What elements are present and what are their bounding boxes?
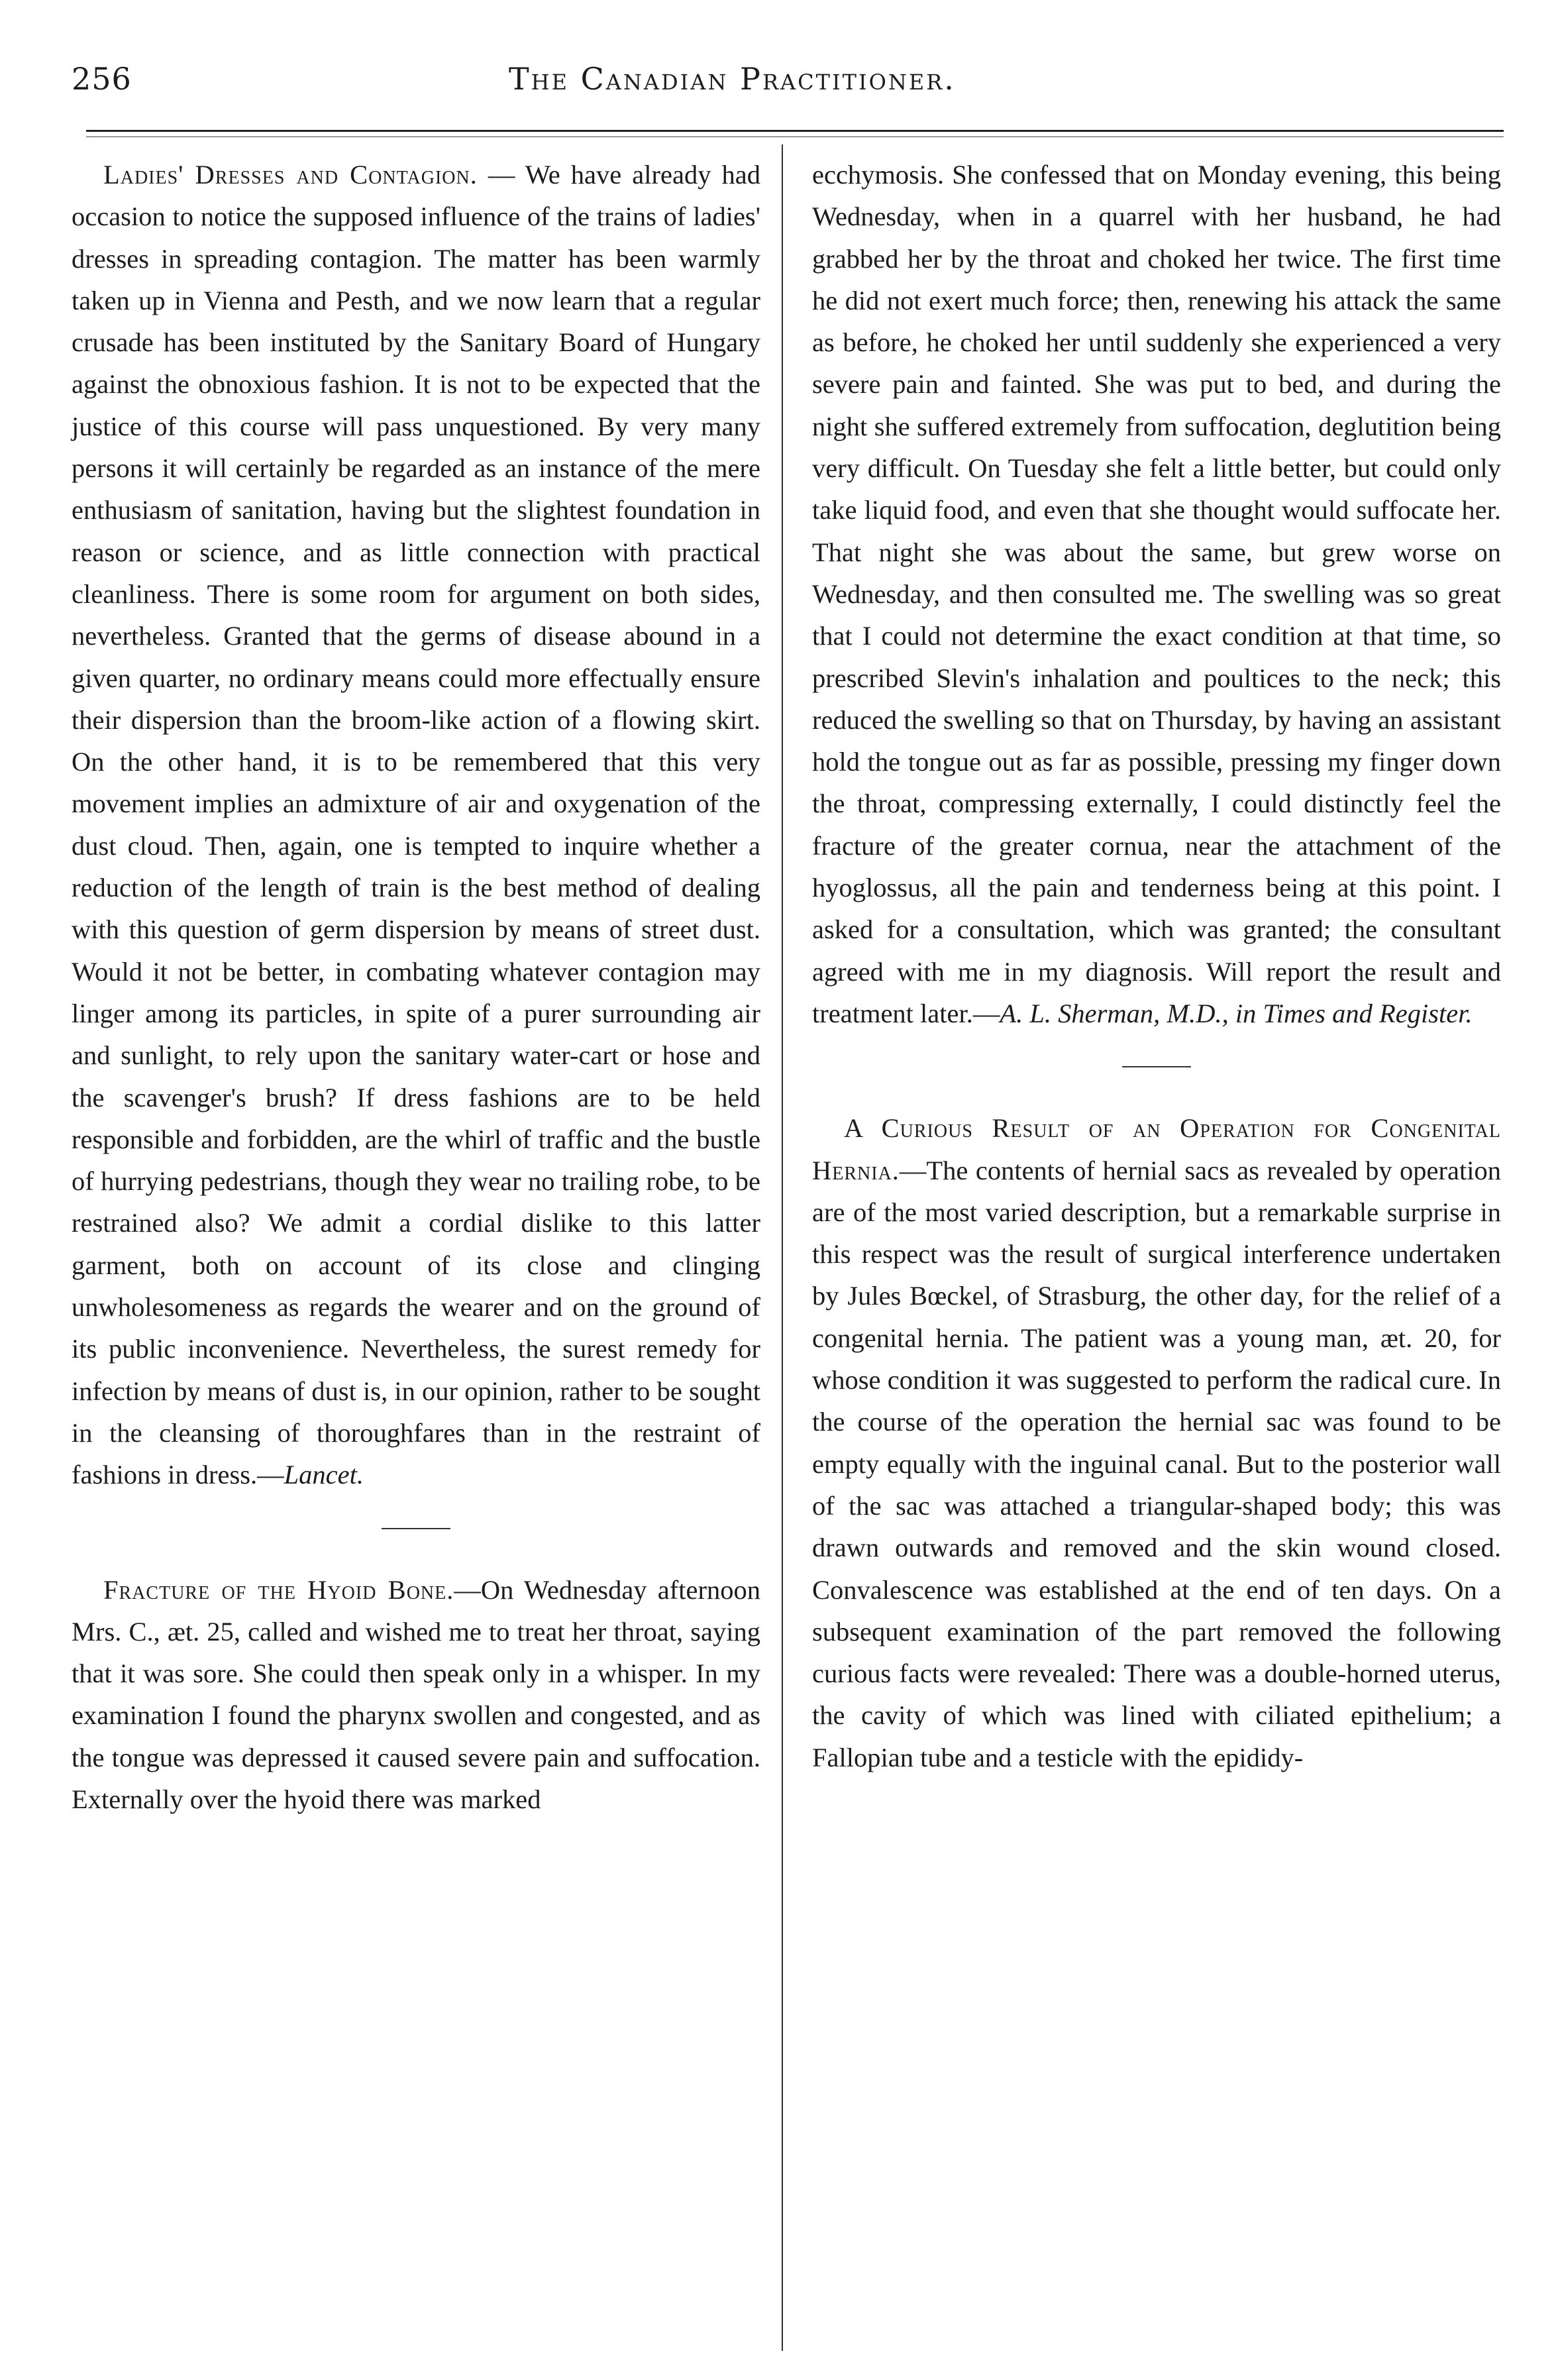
article-hyoid-fracture-continued	[812, 154, 1501, 1034]
running-title: The Canadian Practitioner.	[509, 61, 956, 97]
article-ladies-dresses	[72, 154, 760, 1496]
article-body: —On Wednesday afternoon Mrs. C., æt. 25, called and wished me to treat her throat, saying that it was sore. She could then speak only in a whisper. In my examination I found the pharynx swollen and congested, and as the tongue was depressed it caused severe pain and suffocation. Externally over the hyoid there was marked	[72, 1574, 760, 1814]
article-heading: A Curious Result of an Operation for Congenital Hernia.	[812, 1113, 1501, 1185]
article-separator	[72, 1496, 760, 1569]
article-hyoid-fracture	[72, 1569, 760, 1821]
page-number: 256	[72, 61, 132, 97]
article-body: — We have already had occasion to notice the supposed influence of the trains of ladies' dresses in spreading contagion. The matter has been warmly taken up in Vienna and Pesth, and we now learn that a regular crusade has been instituted by the Sanitary Board of Hungary against the obnoxious fashion. It is not to be expected that the justice of this course will pass unquestioned. By very many persons it will certainly be regarded as an instance of the mere enthusiasm of sanitation, having but the slightest foundation in reason or science, and as little connection with practical cleanliness. There is some room for argument on both sides, nevertheless. Granted that the germs of disease abound in a given quarter, no ordinary means could more effectually ensure their dispersion than the broom-like action of a flowing skirt. On the other hand, it is to be remembered that this very movement implies an admixture of air and oxygenation of the dust cloud. Then, again, one is tempted to inquire whether a reduction of the length of train is the best method of dealing with this question of germ dispersion by means of street dust. Would it not be better, in combating whatever contagion may linger among its particles, in spite of a purer surrounding air and sunlight, to rely upon the sanitary water-cart or hose and the scavenger's brush? If dress fashions are to be held responsible and forbidden, are the whirl of traffic and the bustle of hurrying pedestrians, though they wear no trailing robe, to be restrained also? We admit a cordial dislike to this latter garment, both on account of its close and clinging unwholesomeness as regards the wearer and on the ground of its public inconvenience. Nevertheless, the surest remedy for infection by means of dust is, in our opinion, rather to be sought in the cleansing of thoroughfares than in the restraint of fashions in dress.—	[72, 160, 760, 1490]
article-congenital-hernia	[812, 1107, 1501, 1778]
article-heading: Fracture of the Hyoid Bone.	[103, 1574, 454, 1605]
article-source: A. L. Sherman, M.D., in Times and Register.	[1000, 998, 1473, 1028]
page-header	[72, 61, 1516, 114]
article-separator	[812, 1034, 1501, 1107]
header-rule-thin	[86, 136, 1504, 137]
column-divider	[782, 144, 783, 2351]
right-column	[812, 154, 1501, 1778]
article-body: ecchymosis. She confessed that on Monday evening, this being Wednesday, when in a quarrel with her husband, he had grabbed her by the throat and choked her twice. The first time he did not exert much force; then, renewing his attack the same as before, he choked her until suddenly she experienced a very severe pain and fainted. She was put to bed, and during the night she suffered extremely from suffocation, deglutition being very difficult. On Tuesday she felt a little better, but could only take liquid food, and even that she thought would suffocate her. That night she was about the same, but grew worse on Wednesday, and then consulted me. The swelling was so great that I could not determine the exact condition at that time, so prescribed Slevin's inhalation and poultices to the neck; this reduced the swelling so that on Thursday, by having an assistant hold the tongue out as far as possible, pressing my finger down the throat, compressing externally, I could distinctly feel the fracture of the greater cornua, near the attachment of the hyoglossus, all the pain and tenderness being at this point. I asked for a consultation, which was granted; the consultant agreed with me in my diagnosis. Will report the result and treatment later.—	[812, 160, 1501, 1028]
article-source: Lancet.	[284, 1460, 364, 1490]
header-rule	[86, 130, 1504, 132]
left-column	[72, 154, 760, 1820]
article-body: —The contents of hernial sacs as revealed by operation are of the most varied description, but a remarkable surprise in this respect was the result of surgical interference undertaken by Jules Bœckel, of Strasburg, the other day, for the relief of a congenital hernia. The patient was a young man, æt. 20, for whose condition it was suggested to perform the radical cure. In the course of the operation the hernial sac was found to be empty equally with the inguinal canal. But to the posterior wall of the sac was attached a triangular-shaped body; this was drawn outwards and removed and the skin wound closed. Convalescence was established at the end of ten days. On a subsequent examination of the part removed the following curious facts were revealed: There was a double-horned uterus, the cavity of which was lined with ciliated epithelium; a Fallopian tube and a testicle with the epididy-	[812, 1155, 1501, 1772]
article-heading: Ladies' Dresses and Contagion.	[103, 160, 478, 189]
